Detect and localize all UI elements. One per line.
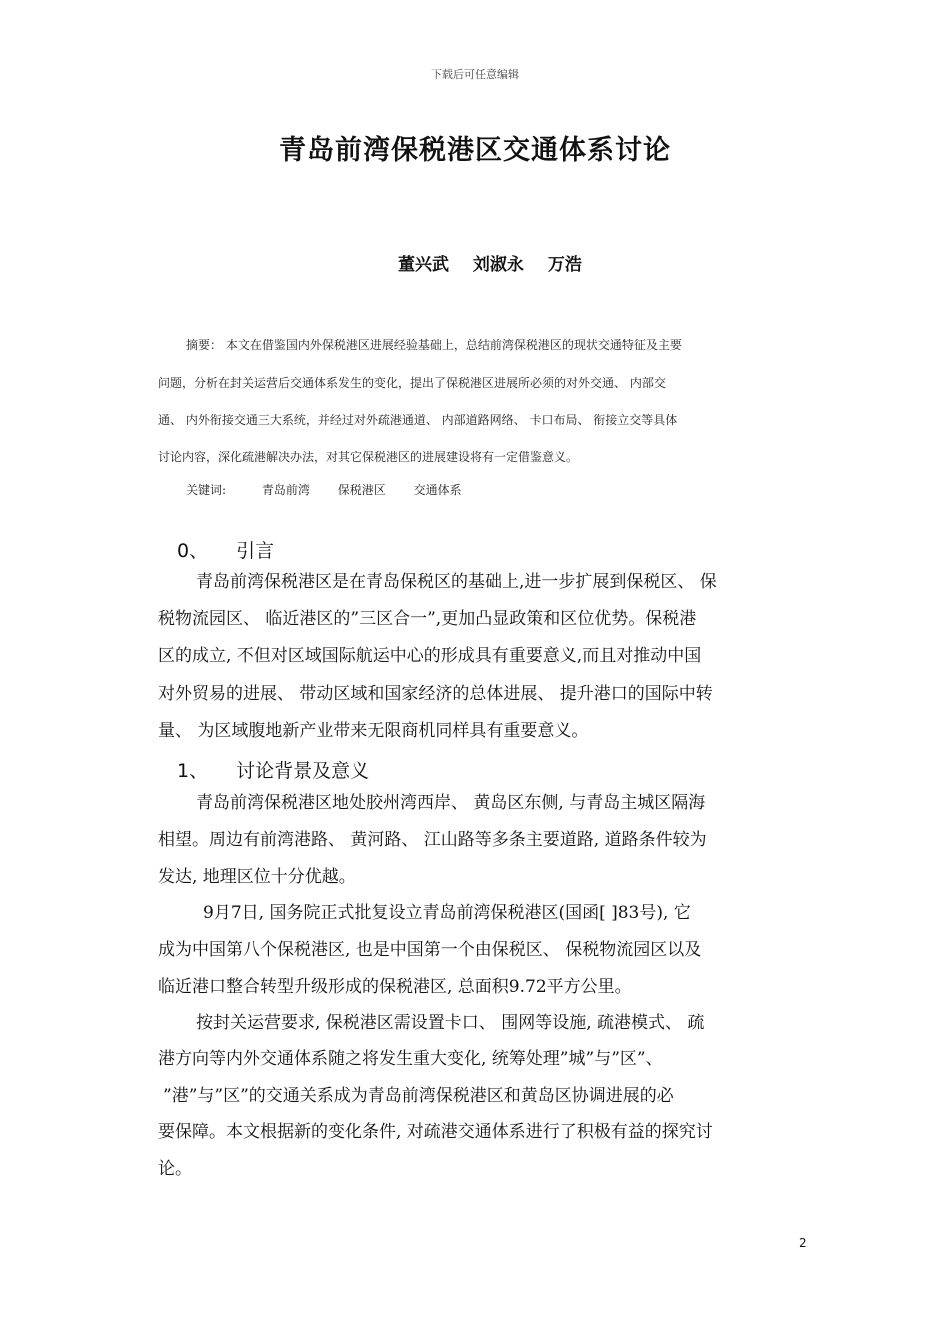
- author-name: 刘淑永: [472, 255, 524, 275]
- paragraph-line: 港方向等内外交通体系随之将发生重大变化, 统筹处理”城”与”区”、: [158, 1049, 663, 1069]
- paragraph-line: 论。: [158, 1159, 192, 1179]
- section-heading: [177, 536, 274, 563]
- paragraph-line: 量、 为区域腹地新产业带来无限商机同样具有重要意义。: [158, 721, 589, 741]
- author-name: 董兴武: [398, 255, 449, 275]
- author-name: 万浩: [547, 255, 582, 275]
- header-note: 下载后可任意编辑: [431, 68, 519, 81]
- keyword: 青岛前湾: [261, 483, 310, 497]
- paragraph-line: 9月7日, 国务院正式批复设立青岛前湾保税港区(国函[ ]83号), 它: [203, 903, 691, 923]
- paragraph-line: 要保障。本文根据新的变化条件, 对疏港交通体系进行了积极有益的探究讨: [158, 1122, 713, 1142]
- paragraph-line: 对外贸易的进展、 带动区域和国家经济的总体进展、 提升港口的国际中转: [158, 684, 713, 704]
- paragraph-line: 相望。周边有前湾港路、 黄河路、 江山路等多条主要道路, 道路条件较为: [158, 830, 707, 850]
- paragraph-line: 青岛前湾保税港区是在青岛保税区的基础上,进一步扩展到保税区、 保: [196, 572, 717, 592]
- section-title: 讨论背景及意义: [236, 760, 370, 782]
- abstract-line: 问题，分析在封关运营后交通体系发生的变化，提出了保税港区进展所必须的对外交通、 内部交: [158, 376, 666, 390]
- keyword: 交通体系: [413, 483, 462, 497]
- keywords: [186, 483, 462, 497]
- paragraph-line: 税物流园区、 临近港区的”三区合一”,更加凸显政策和区位优势。保税港: [158, 609, 697, 629]
- paragraph-line: 青岛前湾保税港区地处胶州湾西岸、 黄岛区东侧, 与青岛主城区隔海: [196, 793, 706, 813]
- paragraph-line: 按封关运营要求, 保税港区需设置卡口、 围网等设施, 疏港模式、 疏: [196, 1013, 705, 1033]
- abstract-line: 通、 内外衔接交通三大系统，并经过对外疏港通道、 内部道路网络、 卡口布局、 衔接立交等具体: [158, 413, 678, 427]
- abstract-line: 讨论内容，深化疏港解决办法，对其它保税港区的进展建设将有一定借鉴意义。: [158, 450, 579, 464]
- section-number: 0、: [177, 540, 209, 562]
- paragraph-line: 区的成立, 不但对区域国际航运中心的形成具有重要意义,而且对推动中国: [158, 646, 702, 666]
- abstract-line: 摘要： 本文在借鉴国内外保税港区进展经验基础上，总结前湾保税港区的现状交通特征及主要: [186, 338, 682, 352]
- page-number: 2: [799, 1236, 807, 1250]
- keywords-label: 关键词:: [186, 483, 227, 497]
- section-heading: [177, 756, 369, 783]
- page-title: 青岛前湾保税港区交通体系讨论: [279, 135, 671, 166]
- keyword: 保税港区: [337, 483, 386, 497]
- paragraph-line: 成为中国第八个保税港区, 也是中国第一个由保税区、 保税物流园区以及: [158, 940, 702, 960]
- section-title: 引言: [236, 540, 275, 562]
- paragraph-line: 临近港口整合转型升级形成的保税港区, 总面积9.72平方公里。: [158, 977, 632, 997]
- section-number: 1、: [177, 760, 209, 782]
- authors: [398, 250, 600, 275]
- paragraph-line: 发达, 地理区位十分优越。: [158, 867, 356, 887]
- paragraph-line: ”港”与”区”的交通关系成为青岛前湾保税港区和黄岛区协调进展的必: [163, 1086, 674, 1106]
